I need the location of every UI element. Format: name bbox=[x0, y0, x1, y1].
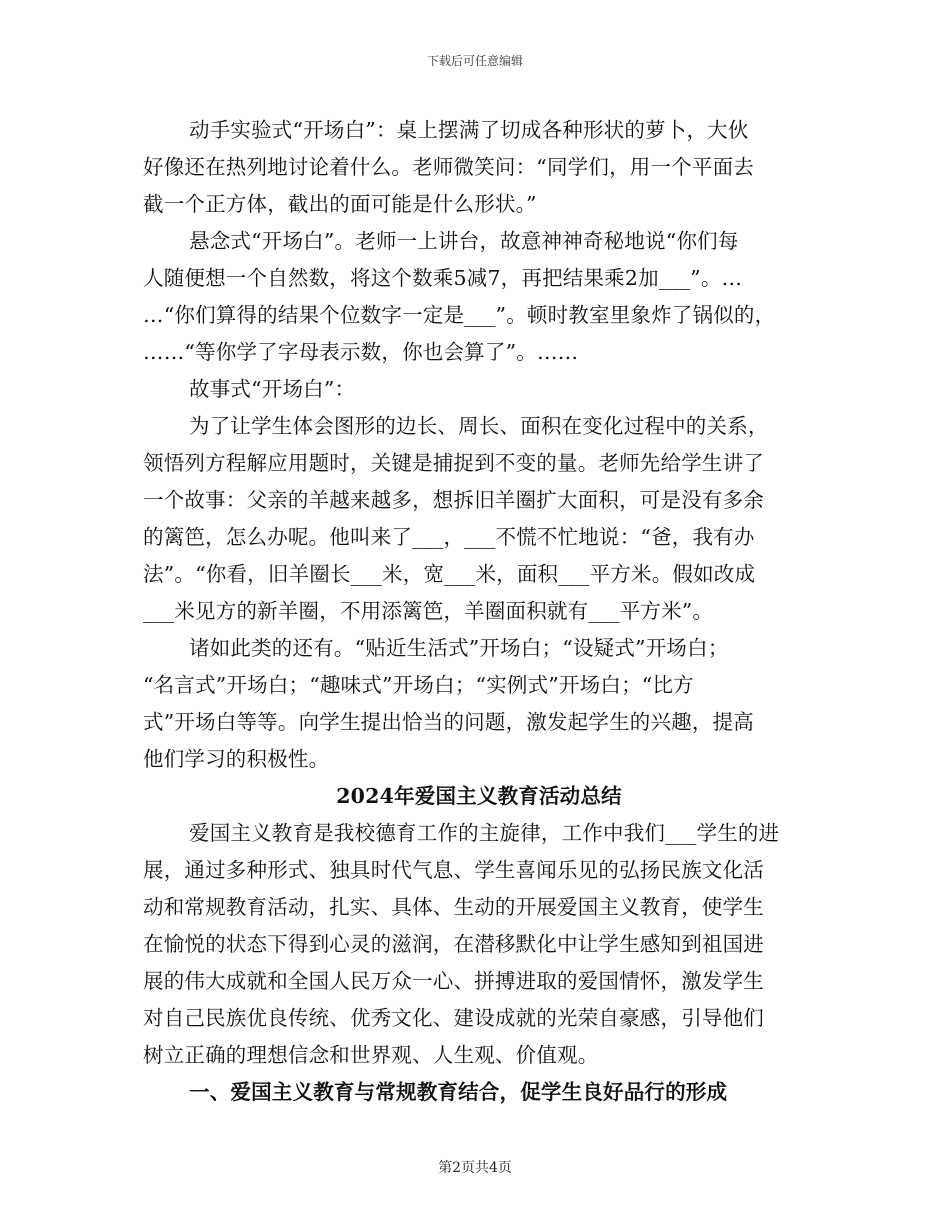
section-title: 2024年爱国主义教育活动总结 bbox=[336, 784, 622, 808]
paragraph-line: ……“等你学了字母表示数，你也会算了”。…… bbox=[143, 340, 579, 364]
paragraph-line: 爱国主义教育是我校德育工作的主旋律，工作中我们___学生的进 bbox=[189, 821, 780, 845]
page-number: 第2页共4页 bbox=[438, 1160, 512, 1176]
paragraph-line: 动和常规教育活动，扎实、具体、生动的开展爱国主义教育，使学生 bbox=[143, 895, 764, 919]
paragraph-line: 法”。“你看，旧羊圈长___米，宽___米，面积___平方米。假如改成 bbox=[143, 562, 756, 586]
paragraph-line: “名言式”开场白；“趣味式”开场白；“实例式”开场白；“比方 bbox=[143, 673, 694, 697]
paragraph-line: 式”开场白等等。向学生提出恰当的问题，激发起学生的兴趣，提高 bbox=[143, 710, 754, 734]
paragraph-line: 悬念式“开场白”。老师一上讲台，故意神神奇秘地说“你们每 bbox=[189, 229, 739, 253]
subsection-heading: 一、爱国主义教育与常规教育结合，促学生良好品行的形成 bbox=[189, 1080, 728, 1104]
header-note: 下载后可任意编辑 bbox=[426, 54, 523, 68]
paragraph-line: 故事式“开场白”： bbox=[189, 377, 356, 401]
paragraph-line: 的篱笆，怎么办呢。他叫来了___，___不慌不忙地说：“爸，我有办 bbox=[143, 525, 755, 549]
paragraph-line: 展，通过多种形式、独具时代气息、学生喜闻乐见的弘扬民族文化活 bbox=[143, 858, 764, 882]
paragraph-line: 领悟列方程解应用题时，关键是捕捉到不变的量。老师先给学生讲了 bbox=[143, 451, 764, 475]
paragraph-line: 截一个正方体，截出的面可能是什么形状。” bbox=[143, 192, 537, 216]
paragraph-line: …“你们算得的结果个位数字一定是___”。顿时教室里象炸了锅似的， bbox=[143, 303, 776, 327]
paragraph-line: 对自己民族优良传统、优秀文化、建设成就的光荣自豪感，引导他们 bbox=[143, 1006, 764, 1030]
paragraph-line: ___米见方的新羊圈，不用添篱笆，羊圈面积就有___平方米”。 bbox=[143, 599, 714, 623]
paragraph-line: 在愉悦的状态下得到心灵的滋润，在潜移默化中让学生感知到祖国进 bbox=[143, 932, 764, 956]
paragraph-line: 他们学习的积极性。 bbox=[143, 747, 330, 771]
document-body bbox=[143, 112, 815, 1111]
paragraph-line: 为了让学生体会图形的边长、周长、面积在变化过程中的关系， bbox=[189, 414, 769, 438]
paragraph-line: 人随便想一个自然数，将这个数乘5减7，再把结果乘2加___”。… bbox=[143, 266, 743, 290]
paragraph-line: 一个故事：父亲的羊越来越多，想拆旧羊圈扩大面积，可是没有多余 bbox=[143, 488, 764, 512]
paragraph-line: 树立正确的理想信念和世界观、人生观、价值观。 bbox=[143, 1043, 599, 1067]
paragraph-line: 动手实验式“开场白”：桌上摆满了切成各种形状的萝卜，大伙 bbox=[189, 118, 749, 142]
paragraph-line: 诸如此类的还有。“贴近生活式”开场白；“设疑式”开场白； bbox=[189, 636, 729, 660]
paragraph-line: 好像还在热列地讨论着什么。老师微笑问：“同学们，用一个平面去 bbox=[143, 155, 754, 179]
paragraph-line: 展的伟大成就和全国人民万众一心、拼搏进取的爱国情怀，激发学生 bbox=[143, 969, 764, 993]
